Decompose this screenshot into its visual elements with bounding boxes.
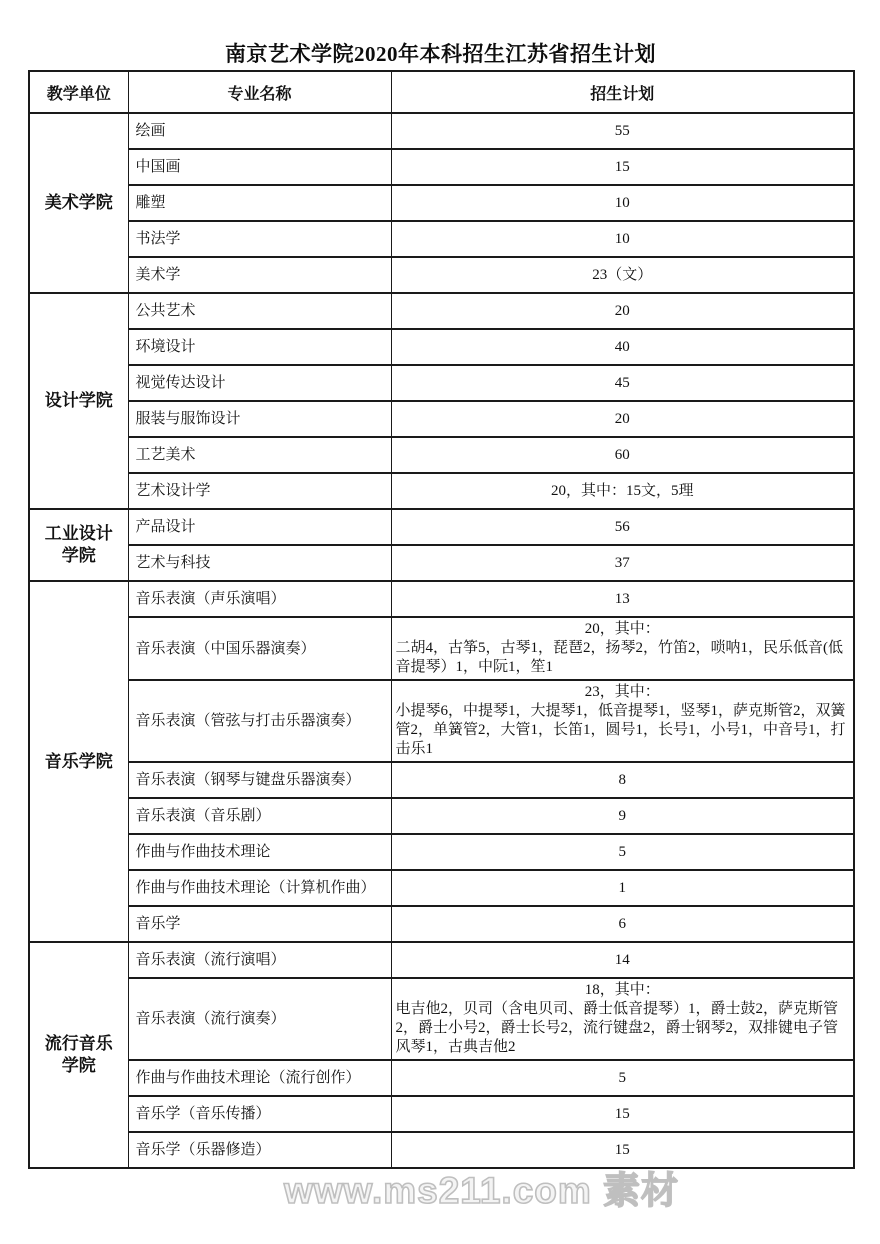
major-cell: 音乐表演（流行演唱） bbox=[128, 942, 391, 978]
major-cell: 书法学 bbox=[128, 221, 391, 257]
plan-cell: 55 bbox=[391, 113, 854, 149]
unit-cell-industrial-design: 工业设计学院 bbox=[29, 509, 128, 581]
major-cell: 产品设计 bbox=[128, 509, 391, 545]
admission-plan-table bbox=[28, 70, 855, 1169]
plan-cell: 15 bbox=[391, 149, 854, 185]
header-unit: 教学单位 bbox=[29, 71, 128, 113]
major-cell: 工艺美术 bbox=[128, 437, 391, 473]
table-row bbox=[29, 221, 854, 257]
major-cell: 作曲与作曲技术理论（流行创作） bbox=[128, 1060, 391, 1096]
plan-cell: 5 bbox=[391, 1060, 854, 1096]
table-row bbox=[29, 798, 854, 834]
major-cell: 视觉传达设计 bbox=[128, 365, 391, 401]
table-row bbox=[29, 942, 854, 978]
table-row bbox=[29, 185, 854, 221]
table-row bbox=[29, 545, 854, 581]
major-cell: 雕塑 bbox=[128, 185, 391, 221]
major-cell: 音乐学 bbox=[128, 906, 391, 942]
table-row bbox=[29, 473, 854, 509]
unit-cell-fine-arts: 美术学院 bbox=[29, 113, 128, 293]
table-row bbox=[29, 1096, 854, 1132]
table-row bbox=[29, 329, 854, 365]
major-cell: 音乐表演（中国乐器演奏） bbox=[128, 617, 391, 680]
major-cell: 绘画 bbox=[128, 113, 391, 149]
header-plan: 招生计划 bbox=[391, 71, 854, 113]
table-row bbox=[29, 762, 854, 798]
table-row bbox=[29, 257, 854, 293]
plan-cell: 37 bbox=[391, 545, 854, 581]
major-cell: 美术学 bbox=[128, 257, 391, 293]
table-row bbox=[29, 113, 854, 149]
plan-breakdown: 二胡4，古筝5，古琴1，琵琶2，扬琴2，竹笛2，唢呐1，民乐低音(低音提琴）1，中阮1，笙1 bbox=[395, 640, 843, 675]
table-row bbox=[29, 401, 854, 437]
table-row bbox=[29, 581, 854, 617]
major-cell: 公共艺术 bbox=[128, 293, 391, 329]
table-row bbox=[29, 293, 854, 329]
unit-cell-music: 音乐学院 bbox=[29, 581, 128, 942]
watermark: www.ms211.com 素材 bbox=[284, 1170, 680, 1211]
plan-cell bbox=[391, 617, 854, 680]
unit-cell-design: 设计学院 bbox=[29, 293, 128, 509]
plan-cell: 40 bbox=[391, 329, 854, 365]
plan-cell: 6 bbox=[391, 906, 854, 942]
major-cell: 服装与服饰设计 bbox=[128, 401, 391, 437]
plan-cell: 60 bbox=[391, 437, 854, 473]
major-cell: 音乐表演（音乐剧） bbox=[128, 798, 391, 834]
plan-cell: 9 bbox=[391, 798, 854, 834]
major-cell: 音乐表演（管弦与打击乐器演奏） bbox=[128, 680, 391, 762]
major-cell: 环境设计 bbox=[128, 329, 391, 365]
plan-cell: 5 bbox=[391, 834, 854, 870]
plan-cell: 14 bbox=[391, 942, 854, 978]
major-cell: 中国画 bbox=[128, 149, 391, 185]
unit-cell-pop-music: 流行音乐学院 bbox=[29, 942, 128, 1168]
major-cell: 音乐表演（声乐演唱） bbox=[128, 581, 391, 617]
table-row bbox=[29, 834, 854, 870]
plan-total: 23，其中： bbox=[584, 684, 660, 700]
plan-cell: 15 bbox=[391, 1096, 854, 1132]
plan-total: 20，其中： bbox=[584, 621, 660, 637]
major-cell: 音乐学（音乐传播） bbox=[128, 1096, 391, 1132]
plan-breakdown: 电吉他2，贝司（含电贝司、爵士低音提琴）1，爵士鼓2，萨克斯管2，爵士小号2，爵士长号2，流行键盘2，爵士钢琴2，双排键电子管风琴1，古典吉他2 bbox=[395, 1001, 839, 1055]
table-row bbox=[29, 870, 854, 906]
table-row bbox=[29, 437, 854, 473]
major-cell: 艺术与科技 bbox=[128, 545, 391, 581]
major-cell: 音乐学（乐器修造） bbox=[128, 1132, 391, 1168]
plan-cell: 13 bbox=[391, 581, 854, 617]
plan-cell: 56 bbox=[391, 509, 854, 545]
table-row bbox=[29, 1060, 854, 1096]
table-row bbox=[29, 680, 854, 762]
table-row bbox=[29, 365, 854, 401]
plan-cell: 45 bbox=[391, 365, 854, 401]
table-row bbox=[29, 906, 854, 942]
header-row bbox=[29, 71, 854, 113]
table-row bbox=[29, 1132, 854, 1168]
plan-cell: 20 bbox=[391, 293, 854, 329]
table-row bbox=[29, 617, 854, 680]
plan-cell: 20 bbox=[391, 401, 854, 437]
plan-breakdown: 小提琴6，中提琴1，大提琴1，低音提琴1，竖琴1，萨克斯管2，双簧管2，单簧管2，大管1，长笛1，圆号1，长号1，小号1，中音号1，打击乐1 bbox=[395, 703, 846, 757]
major-cell: 音乐表演（钢琴与键盘乐器演奏） bbox=[128, 762, 391, 798]
plan-cell bbox=[391, 680, 854, 762]
major-cell: 艺术设计学 bbox=[128, 473, 391, 509]
plan-cell: 10 bbox=[391, 221, 854, 257]
plan-cell bbox=[391, 978, 854, 1060]
plan-cell: 8 bbox=[391, 762, 854, 798]
table-row bbox=[29, 149, 854, 185]
plan-cell: 23（文） bbox=[391, 257, 854, 293]
plan-total: 18，其中： bbox=[584, 982, 660, 998]
plan-cell: 10 bbox=[391, 185, 854, 221]
header-major: 专业名称 bbox=[128, 71, 391, 113]
plan-cell: 15 bbox=[391, 1132, 854, 1168]
plan-cell: 1 bbox=[391, 870, 854, 906]
plan-cell: 20，其中：15文，5理 bbox=[391, 473, 854, 509]
table-row bbox=[29, 509, 854, 545]
major-cell: 音乐表演（流行演奏） bbox=[128, 978, 391, 1060]
major-cell: 作曲与作曲技术理论 bbox=[128, 834, 391, 870]
major-cell: 作曲与作曲技术理论（计算机作曲） bbox=[128, 870, 391, 906]
table-row bbox=[29, 978, 854, 1060]
page-title: 南京艺术学院2020年本科招生江苏省招生计划 bbox=[225, 42, 656, 66]
